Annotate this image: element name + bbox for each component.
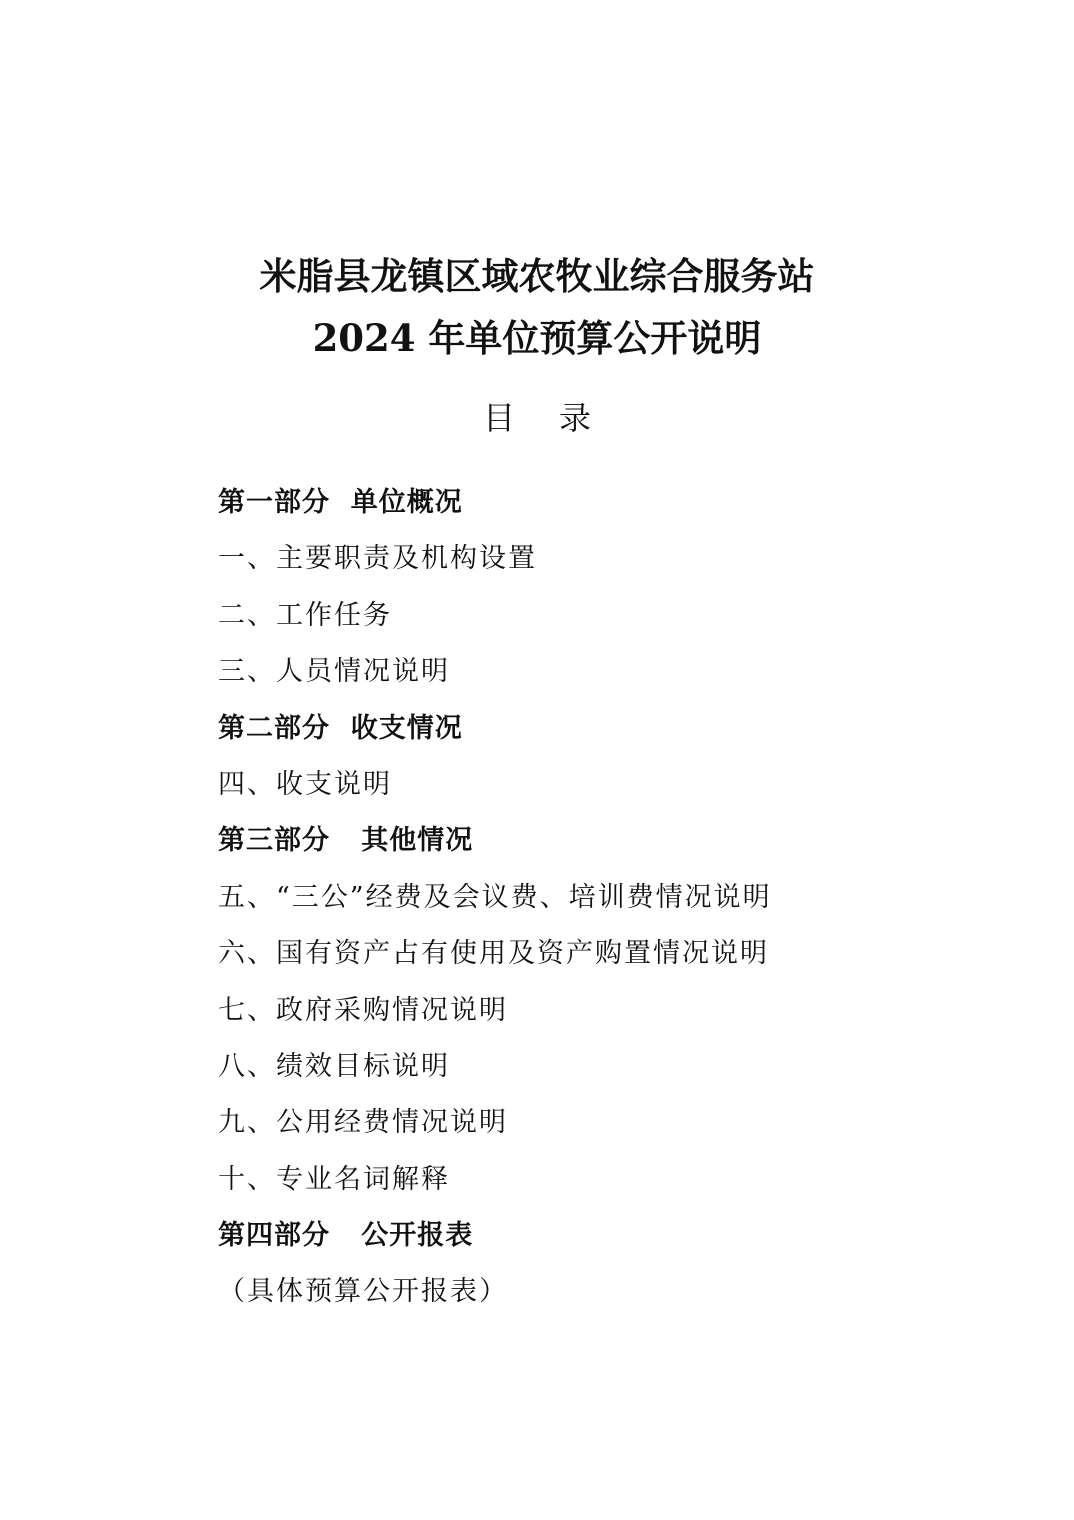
table-of-contents: [218, 481, 978, 1327]
toc-item: 九、公用经费情况说明: [218, 1107, 508, 1139]
toc-item: 五、“三公”经费及会议费、培训费情况说明: [218, 881, 772, 913]
toc-heading-char: 目: [482, 399, 515, 437]
toc-note: （具体预算公开报表）: [218, 1276, 508, 1308]
toc-item: 四、收支说明: [218, 768, 392, 800]
toc-heading: [0, 398, 1074, 438]
toc-item: 七、政府采购情况说明: [218, 994, 508, 1026]
toc-part: 第二部分 收支情况: [218, 712, 463, 744]
toc-item: 八、绩效目标说明: [218, 1050, 450, 1082]
toc-part: 第一部分 单位概况: [218, 487, 463, 518]
toc-item: 十、专业名词解释: [218, 1163, 450, 1195]
toc-heading-char: 录: [559, 399, 592, 437]
document-title-line2: 2024 年单位预算公开说明: [312, 316, 762, 360]
toc-item: 三、人员情况说明: [218, 656, 450, 688]
toc-part: 第三部分 其他情况: [218, 825, 474, 857]
toc-item: 二、工作任务: [218, 599, 392, 631]
toc-item: 一、主要职责及机构设置: [218, 543, 537, 575]
document-title-line1: 米脂县龙镇区域农牧业综合服务站: [259, 254, 815, 298]
toc-part: 第四部分 公开报表: [218, 1220, 474, 1252]
toc-item: 六、国有资产占有使用及资产购置情况说明: [218, 938, 769, 970]
